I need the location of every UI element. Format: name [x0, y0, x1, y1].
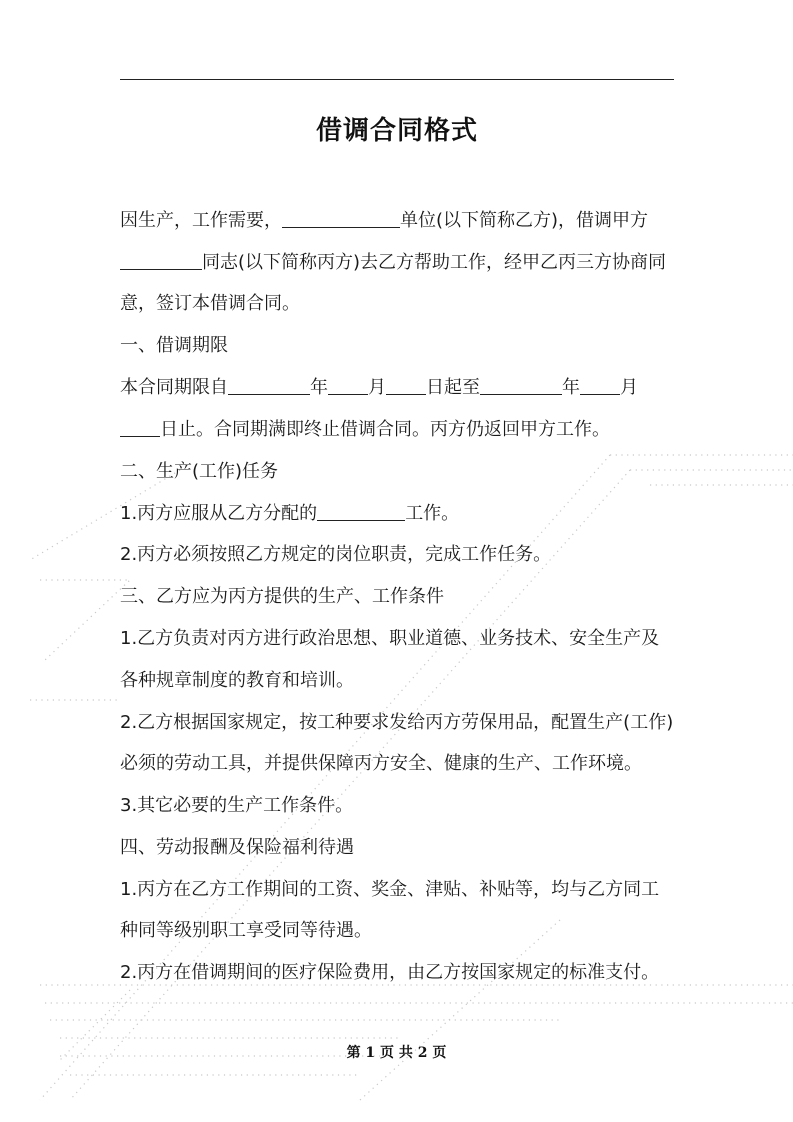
fill-blank-end-day[interactable] [120, 416, 160, 437]
section-heading: 一、借调期限 [120, 335, 228, 356]
paragraph-line: 必须的劳动工具，并提供保障丙方安全、健康的生产、工作环境。 [120, 753, 642, 774]
text-segment: 月 [620, 377, 638, 398]
fill-blank-work[interactable] [317, 500, 405, 521]
fill-blank-unit[interactable] [282, 207, 400, 228]
text-segment: 日起至 [426, 377, 480, 398]
paragraph-line: 1.乙方负责对丙方进行政治思想、职业道德、业务技术、安全生产及 [120, 628, 660, 649]
paragraph-line [120, 200, 680, 242]
paragraph-line: 2.丙方必须按照乙方规定的岗位职责，完成工作任务。 [120, 544, 552, 565]
text-segment: 本合同期限自 [120, 377, 228, 398]
paragraph-line: 2.乙方根据国家规定，按工种要求发给丙方劳保用品，配置生产(工作) [120, 712, 674, 733]
text-segment: 年 [562, 377, 580, 398]
text-segment: 年 [310, 377, 328, 398]
section-heading: 四、劳动报酬及保险福利待遇 [120, 837, 354, 858]
text-segment: 日止。合同期满即终止借调合同。丙方仍返回甲方工作。 [160, 419, 610, 440]
fill-blank-start-year[interactable] [228, 374, 310, 395]
paragraph-line: 各种规章制度的教育和培训。 [120, 670, 354, 691]
fill-blank-end-year[interactable] [480, 374, 562, 395]
fill-blank-person[interactable] [120, 249, 202, 270]
header-rule [120, 79, 674, 80]
text-segment: 单位(以下简称乙方)，借调甲方 [400, 210, 649, 231]
page-number-footer: 第 1 页 共 2 页 [346, 1045, 447, 1061]
paragraph-line [120, 367, 680, 409]
fill-blank-end-month[interactable] [580, 374, 620, 395]
text-segment: 因生产，工作需要， [120, 210, 282, 231]
text-segment: 同志(以下简称丙方)去乙方帮助工作，经甲乙丙三方协商同 [202, 252, 667, 273]
paragraph-line: 3.其它必要的生产工作条件。 [120, 795, 354, 816]
paragraph-line [120, 493, 680, 535]
section-heading: 三、乙方应为丙方提供的生产、工作条件 [120, 586, 444, 607]
document-title: 借调合同格式 [315, 116, 478, 146]
fill-blank-start-month[interactable] [328, 374, 368, 395]
text-segment: 1.丙方应服从乙方分配的 [120, 503, 318, 524]
paragraph-line: 1.丙方在乙方工作期间的工资、奖金、津贴、补贴等，均与乙方同工 [120, 879, 660, 900]
paragraph-line: 种同等级别职工享受同等待遇。 [120, 920, 372, 941]
paragraph-line [120, 409, 680, 451]
paragraph-line: 2.丙方在借调期间的医疗保险费用，由乙方按国家规定的标准支付。 [120, 962, 660, 983]
text-segment: 工作。 [405, 503, 460, 524]
text-segment: 月 [368, 377, 386, 398]
fill-blank-start-day[interactable] [386, 374, 426, 395]
section-heading: 二、生产(工作)任务 [120, 461, 279, 482]
paragraph-line [120, 242, 680, 284]
paragraph-line: 意，签订本借调合同。 [120, 293, 300, 314]
